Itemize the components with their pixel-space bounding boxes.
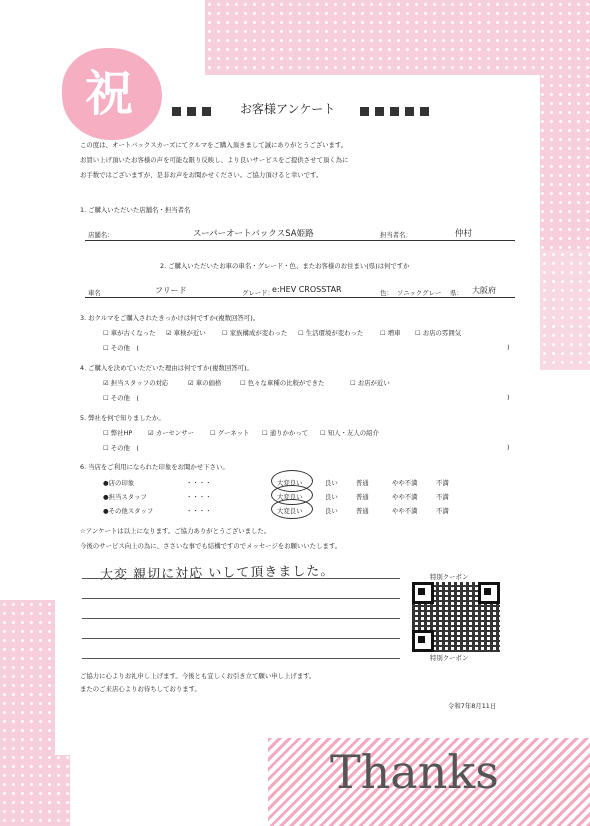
q6-store-average[interactable]: 普通 (356, 479, 369, 487)
q4-title: 4. ご購入を決めていただいた理由は何ですか(複数回答可)。 (80, 364, 253, 372)
q6-store-very-good[interactable]: 大変良い (277, 479, 303, 487)
q4-option-compare[interactable]: ☐ 色々な車種の比較ができた (240, 379, 325, 387)
q6-store-bad[interactable]: 不満 (436, 479, 449, 487)
q4-option-price[interactable]: ☑ 車の価格 (188, 379, 222, 387)
q5-option-hp[interactable]: ☐ 弊社HP (103, 429, 133, 437)
q2-title: 2. ご購入いただいたお車の車名・グレード・色、またお客様のお住まい(県)は何ですか (160, 262, 410, 270)
staff-label: 担当者名： (380, 231, 412, 239)
q5-other-close: ) (507, 443, 510, 451)
qr-finder-bottom-left (412, 630, 434, 652)
q1-title: 1. ご購入いただいた店舗名・担当者名 (80, 206, 191, 214)
celebration-badge-text: 祝 (85, 66, 134, 122)
closing-note-1: ☆アンケートは以上になります。ご協力ありがとうございました。 (80, 527, 271, 535)
intro-line-3: お手数ではございますが、是非お声をお聞かせください。ご協力頂けると幸いです。 (80, 171, 323, 179)
grade-value: e:HEV CROSSTAR (272, 285, 342, 294)
q1-underline (85, 240, 515, 241)
q5-other[interactable]: ☐ その他 ( (103, 444, 139, 452)
store-value: スーパーオートバックスSA姫路 (193, 229, 314, 239)
q3-other-close: ) (507, 343, 510, 351)
q6-row-store-dots: ・・・・ (186, 479, 212, 487)
title-decoration-left (172, 101, 217, 120)
intro-line-1: この度は、オートバックスカーズにてクルマをご購入頂きまして誠にありがとうございます。 (80, 141, 348, 149)
q6-row-staff-dots: ・・・・ (186, 493, 212, 501)
q6-staff-somewhat-bad[interactable]: やや不満 (392, 493, 418, 501)
message-line-1 (82, 578, 400, 579)
pink-dot-pattern-right-side (540, 250, 590, 370)
q6-staff-good[interactable]: 良い (325, 493, 338, 501)
q4-option-staff[interactable]: ☑ 担当スタッフの対応 (103, 379, 169, 387)
color-label: 色： (380, 289, 393, 297)
q3-title: 3. おクルマをご購入されたきっかけは何ですか(複数回答可)。 (80, 314, 260, 322)
thanks-script: Thanks (330, 745, 499, 799)
q3-other[interactable]: ☐ その他 ( (103, 344, 139, 352)
q5-option-goonet[interactable]: ☐ グーネット (210, 429, 250, 437)
q3-option-lifestyle[interactable]: ☐ 生活環境が変わった (298, 329, 364, 337)
coupon-label-bottom: 特別クーポン (430, 654, 469, 662)
intro-line-2: お買い上げ頂いたお客様の声を可能な限り反映し、より良いサービスをご提供させて頂く為に (80, 156, 349, 164)
staff-value: 仲村 (455, 229, 473, 239)
color-value: ソニックグレー (397, 289, 442, 297)
q3-option-inspection[interactable]: ☑ 車検が近い (166, 329, 206, 337)
handwritten-message: 大変 親切に対応 いして頂きました。 (99, 563, 335, 584)
q6-other-average[interactable]: 普通 (356, 507, 369, 515)
qr-finder-top-right (478, 582, 500, 604)
pref-value: 大阪府 (472, 286, 496, 295)
q6-store-somewhat-bad[interactable]: やや不満 (392, 479, 418, 487)
coupon-label-top: 特別クーポン (430, 573, 469, 581)
q5-option-passing[interactable]: ☐ 通りかかって (262, 429, 309, 437)
q5-title: 5. 弊社を何で知りましたか。 (80, 414, 165, 422)
q6-row-staff: ●担当スタッフ (103, 493, 147, 501)
message-line-5 (82, 658, 400, 659)
grade-label: グレード： (242, 289, 274, 297)
selection-circle-other (271, 499, 313, 519)
q6-other-good[interactable]: 良い (325, 507, 338, 515)
thanks-line-2: またのご来店心よりお待ちしております。 (80, 685, 201, 693)
q3-option-family[interactable]: ☐ 家族構成が変わった (222, 329, 288, 337)
q2-underline (85, 297, 515, 298)
q6-other-very-good[interactable]: 大変良い (277, 507, 303, 515)
q6-other-bad[interactable]: 不満 (436, 507, 449, 515)
car-value: フリード (155, 286, 187, 295)
q6-row-store: ●店の印象 (103, 479, 135, 487)
car-label: 車名 (88, 289, 101, 297)
q6-staff-very-good[interactable]: 大変良い (277, 493, 303, 501)
closing-note-2: 今後のサービス向上の為に、ささいな事でも結構ですのでメッセージをお願いいたします。 (80, 542, 342, 550)
q4-other[interactable]: ☐ その他 ( (103, 394, 139, 402)
message-line-2 (82, 598, 400, 599)
store-label: 店舗名： (88, 231, 114, 239)
survey-date: 令和7年8月11日 (448, 702, 497, 710)
q6-row-other: ●その他スタッフ (103, 507, 154, 515)
qr-finder-top-left (412, 582, 434, 604)
q6-staff-average[interactable]: 普通 (356, 493, 369, 501)
q6-other-somewhat-bad[interactable]: やや不満 (392, 507, 418, 515)
q6-row-other-dots: ・・・・ (186, 507, 212, 515)
q5-option-carsensor[interactable]: ☑ カーセンサー (148, 429, 194, 437)
title-decoration-right (360, 101, 435, 120)
q4-option-near[interactable]: ☐ お店が近い (350, 379, 390, 387)
q4-other-close: ) (507, 393, 510, 401)
q5-option-referral[interactable]: ☐ 知人・友人の紹介 (320, 429, 379, 437)
q3-option-atmosphere[interactable]: ☐ お店の雰囲気 (415, 329, 462, 337)
message-line-4 (82, 638, 400, 639)
q6-staff-bad[interactable]: 不満 (436, 493, 449, 501)
q6-store-good[interactable]: 良い (325, 479, 338, 487)
page-title: お客様アンケート (240, 102, 336, 116)
q3-option-additional[interactable]: ☐ 増車 (380, 329, 401, 337)
q6-title: 6. 当店をご利用になられた印象をお聞かせ下さい。 (80, 463, 229, 471)
q3-option-old-car[interactable]: ☐ 車が古くなった (103, 329, 156, 337)
thanks-line-1: ご協力に心よりお礼申し上げます。今後とも宜しくお引き立て願い申し上げます。 (80, 672, 316, 680)
message-line-3 (82, 618, 400, 619)
pref-label: 県： (450, 289, 463, 297)
